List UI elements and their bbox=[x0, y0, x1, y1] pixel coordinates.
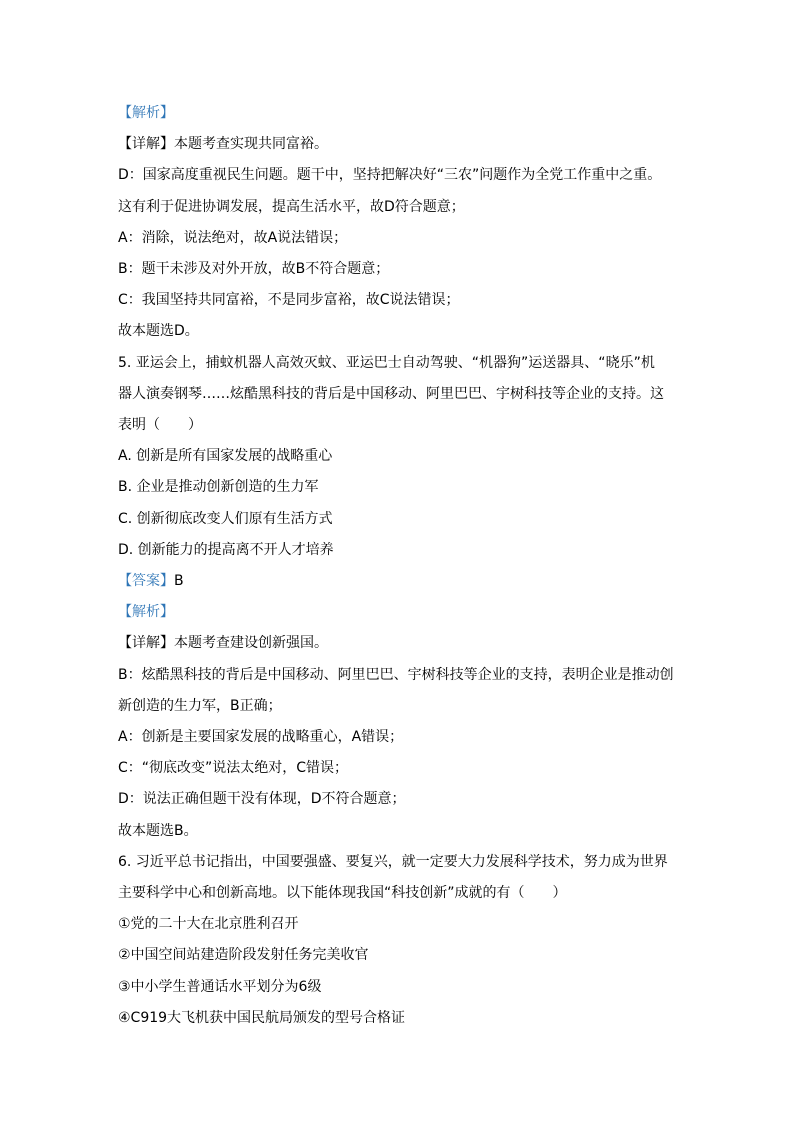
q5-conclusion: 故本题选B。 bbox=[118, 823, 198, 839]
q5-detail-tag: 【详解】 bbox=[118, 635, 174, 651]
q4-conclusion: 故本题选D。 bbox=[118, 323, 199, 339]
q5-option-c: C. 创新彻底改变人们原有生活方式 bbox=[118, 511, 333, 527]
q4-analysis-tag: 【解析】 bbox=[118, 105, 174, 121]
q6-item-3: ③中小学生普通话水平划分为6级 bbox=[118, 979, 322, 995]
q5-detail-text: 本题考查建设创新强国。 bbox=[174, 635, 328, 651]
q5-answer-line bbox=[118, 571, 184, 591]
q4-detail-tag: 【详解】 bbox=[118, 136, 174, 152]
q4-explanation-line: B：题干未涉及对外开放，故B不符合题意； bbox=[118, 261, 390, 277]
q4-explanation-line: 这有利于促进协调发展，提高生活水平，故D符合题意； bbox=[118, 199, 465, 215]
q5-explanation-line: B：炫酷黑科技的背后是中国移动、阿里巴巴、宇树科技等企业的支持，表明企业是推动创 bbox=[118, 667, 674, 683]
q6-item-1: ①党的二十大在北京胜利召开 bbox=[118, 916, 299, 932]
q5-option-d: D. 创新能力的提高离不开人才培养 bbox=[118, 542, 334, 558]
q5-analysis-tag: 【解析】 bbox=[118, 604, 174, 620]
q5-explanation-line: 新创造的生力军，B正确； bbox=[118, 698, 282, 714]
q5-detail-line bbox=[118, 633, 328, 653]
q6-stem-line: 6. 习近平总书记指出，中国要强盛、要复兴，就一定要大力发展科学技术，努力成为世界 bbox=[118, 854, 668, 870]
q6-stem-line: 主要科学中心和创新高地。以下能体现我国“科技创新”成就的有（ ） bbox=[118, 885, 567, 901]
q5-explanation-line: A：创新是主要国家发展的战略重心，A错误； bbox=[118, 729, 404, 745]
q4-detail-line bbox=[118, 134, 328, 154]
q4-detail-text: 本题考查实现共同富裕。 bbox=[174, 136, 328, 152]
q5-answer-tag: 【答案】 bbox=[118, 573, 174, 589]
q5-explanation-line: C：“彻底改变”说法太绝对，C错误； bbox=[118, 760, 349, 776]
q5-option-a: A. 创新是所有国家发展的战略重心 bbox=[118, 448, 333, 464]
q5-stem-line: 器人演奏钢琴……炫酷黑科技的背后是中国移动、阿里巴巴、宇树科技等企业的支持。这 bbox=[118, 386, 664, 402]
q5-explanation-line: D：说法正确但题干没有体现，D不符合题意； bbox=[118, 791, 406, 807]
q6-item-4: ④C919大飞机获中国民航局颁发的型号合格证 bbox=[118, 1010, 406, 1026]
q6-item-2: ②中国空间站建造阶段发射任务完美收官 bbox=[118, 947, 369, 963]
q5-answer-value: B bbox=[174, 573, 184, 589]
q4-explanation-line: C：我国坚持共同富裕，不是同步富裕，故C说法错误； bbox=[118, 292, 460, 308]
q5-option-b: B. 企业是推动创新创造的生力军 bbox=[118, 479, 319, 495]
q5-stem-line: 表明（ ） bbox=[118, 417, 202, 433]
q4-explanation-line: D：国家高度重视民生问题。题干中，坚持把解决好“三农”问题作为全党工作重中之重。 bbox=[118, 167, 662, 183]
q5-stem-line: 5. 亚运会上，捕蚊机器人高效灭蚊、亚运巴士自动驾驶、“机器狗”运送器具、“晓乐”机 bbox=[118, 355, 655, 371]
q4-explanation-line: A：消除，说法绝对，故A说法错误； bbox=[118, 230, 348, 246]
